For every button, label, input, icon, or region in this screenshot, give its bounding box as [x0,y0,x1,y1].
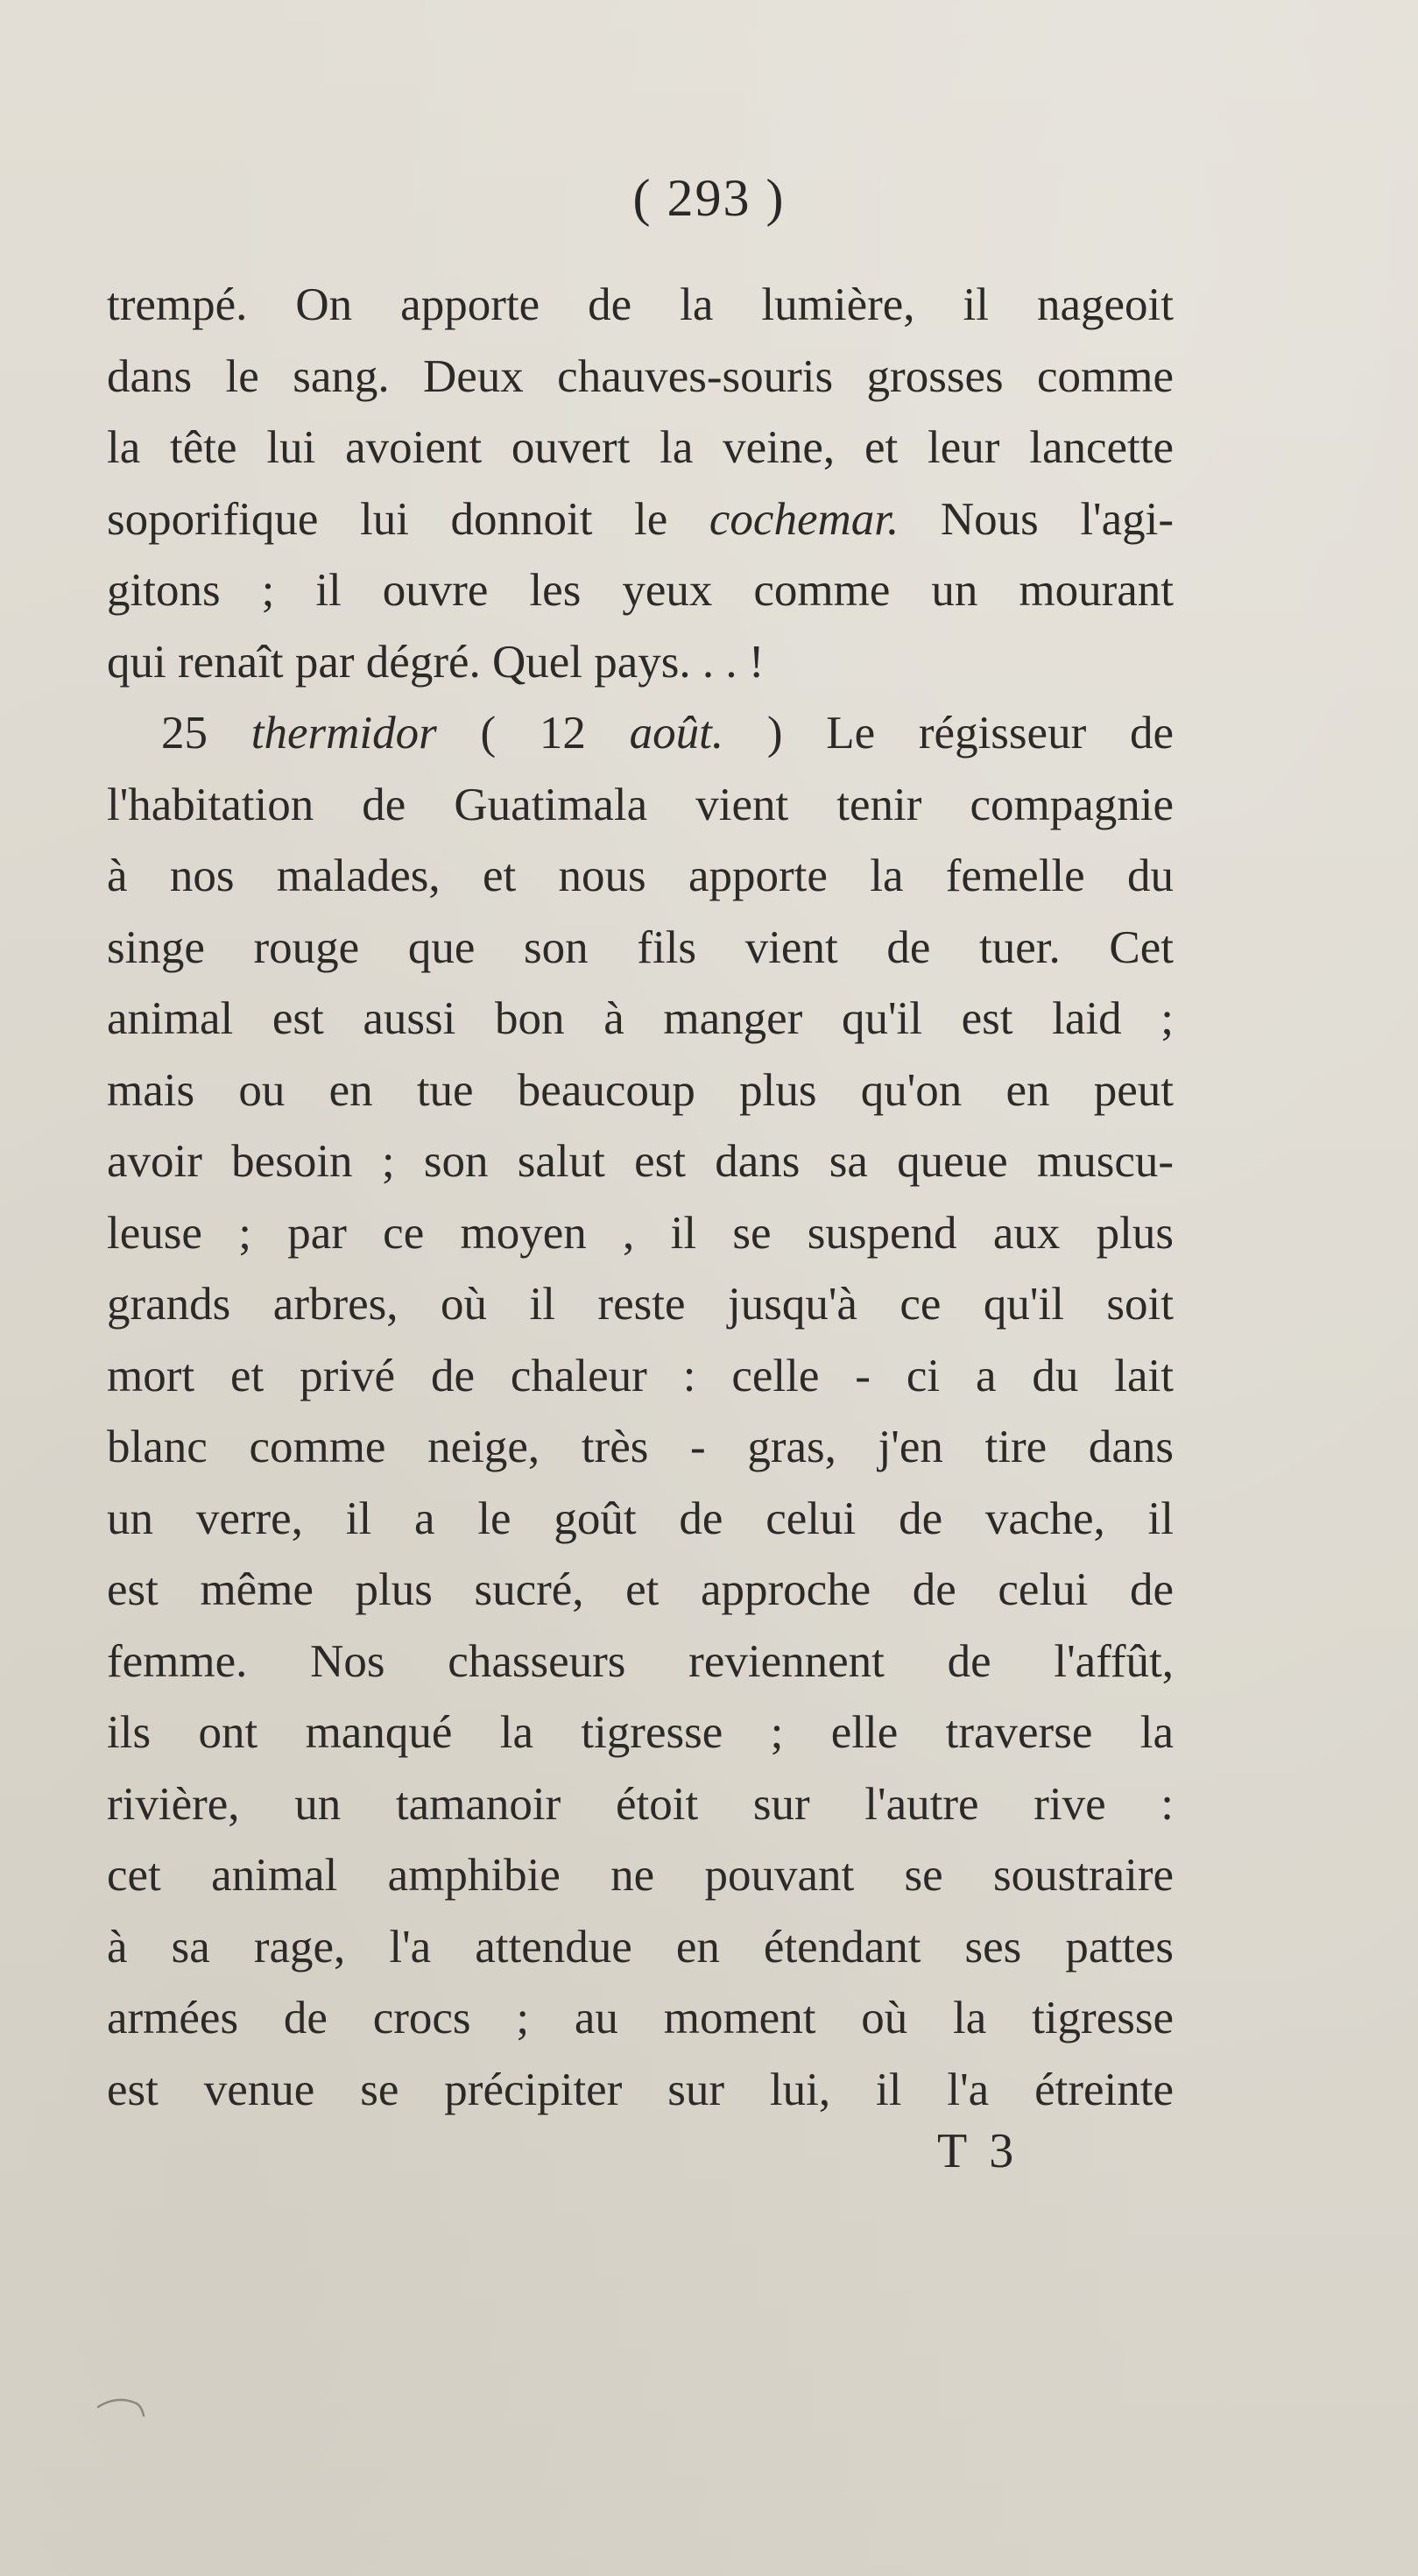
text-line: mais ou en tue beaucoup plus qu'on en peut [107,1064,1174,1116]
italic-word: thermidor [250,708,437,759]
text-line: trempé. On apporte de la lumière, il nageoit [107,279,1174,330]
text-line: à sa rage, l'a attendue en étendant ses pattes [107,1921,1174,1973]
italic-word: cochemar. [709,493,899,545]
text-line: la tête lui avoient ouvert la veine, et leur lancette [107,422,1174,473]
text-line: avoir besoin ; son salut est dans sa queue muscu- [107,1136,1174,1187]
text-line: dans le sang. Deux chauves-souris grosses comme [107,350,1174,402]
text-line: à nos malades, et nous apporte la femelle du [107,850,1174,901]
text-line: singe rouge que son fils vient de tuer. Cet [107,921,1174,973]
text-line: est même plus sucré, et approche de celui de [107,1564,1174,1615]
italic-word: août. [629,708,724,759]
signature-mark: T 3 [937,2124,1019,2178]
text-line: est venue se précipiter sur lui, il l'a étreinte [107,2064,1174,2115]
text-line: femme. Nos chasseurs reviennent de l'affût, [107,1635,1174,1687]
text-line: mort et privé de chaleur : celle - ci a du lait [107,1350,1174,1401]
text-line [107,698,1174,770]
text-segment: ( 12 [436,708,630,759]
page-number-header: ( 293 ) [632,169,786,227]
text-line: ils ont manqué la tigresse ; elle traverse la [107,1707,1174,1758]
text-segment: Nous l'agi- [899,493,1174,545]
text-segment: soporifique lui donnoit le [107,493,709,545]
body-text [107,270,1174,2126]
stray-ink-mark [95,2391,151,2421]
text-line: blanc comme neige, très - gras, j'en tire dans [107,1422,1174,1472]
text-line: armées de crocs ; au moment où la tigresse [107,1993,1174,2043]
text-line: grands arbres, où il reste jusqu'à ce qu'il soit [107,1279,1174,1330]
text-line: leuse ; par ce moyen , il se suspend aux plus [107,1207,1174,1259]
text-segment: ) Le régisseur de [723,708,1174,759]
text-line: cet animal amphibie ne pouvant se soustraire [107,1850,1174,1901]
text-line: animal est aussi bon à manger qu'il est laid ; [107,993,1174,1044]
text-line: gitons ; il ouvre les yeux comme un mourant [107,565,1174,616]
text-line: rivière, un tamanoir étoit sur l'autre rive : [107,1778,1174,1830]
text-line [107,484,1174,556]
text-line: l'habitation de Guatimala vient tenir compagnie [107,779,1174,830]
text-line: qui renaît par dégré. Quel pays. . . ! [107,636,765,688]
text-line: un verre, il a le goût de celui de vache, il [107,1493,1174,1544]
text-segment: 25 [161,708,251,759]
